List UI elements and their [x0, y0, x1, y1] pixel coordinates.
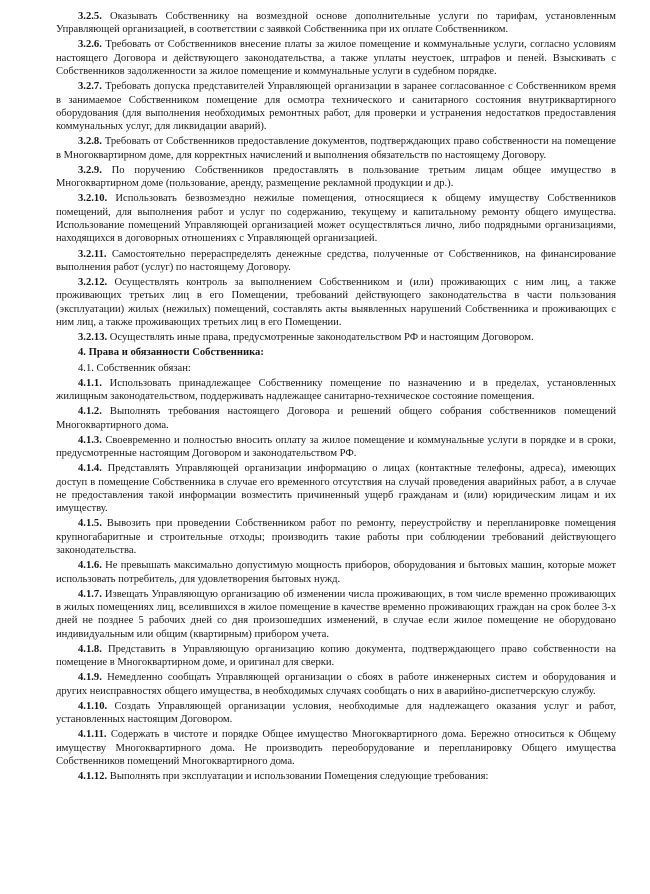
clause-number: 3.2.6. [78, 39, 102, 51]
clause-3-2-7 [56, 80, 616, 133]
clause-3-2-13 [56, 331, 616, 344]
clause-3-2-5 [56, 10, 616, 37]
clause-4-1-7 [56, 588, 616, 641]
clause-number: 3.2.8. [78, 136, 102, 148]
clause-text: Использовать безвозмездно нежилые помещения, относящиеся к общему имуществу Собственников помещений, для выполнения работ и услуг по содержанию, текущему и капитальному ремонту общего имущества. Использование помещений Управляющей организацией может осуществляться лично, либо подрядными организациями, находящихся в договорных отношениях с Управляющей организацией. [56, 193, 617, 245]
section-4 [56, 346, 616, 783]
clause-number: 4.1.8. [78, 643, 102, 655]
clause-4-1-3 [56, 434, 616, 461]
clause-text: Немедленно сообщать Управляющей организации о сбоях в работе инженерных систем и оборудования и других неисправностях общего имущества, в необходимых случаях сообщать о них в аварийно-диспетчерскую службу. [56, 672, 616, 697]
clause-text: Представлять Управляющей организации информацию о лицах (контактные телефоны, адреса), имеющих доступ в помещение Собственника в случае его временного отсутствия на случай проведения аварийных работ, а в случае не предоставления такой информации возместить причиненный ущерб гражданам и (или) юридическим лицам и их имуществу. [56, 463, 616, 515]
clause-text: Требовать от Собственников внесение платы за жилое помещение и коммунальные услуги, согласно условиям настоящего Договора и действующего законодательства, а также уплаты неустоек, штрафов и пеней. Взыскивать с Собственников задолженности за жилое помещение и коммунальные услуги в судебном порядке. [56, 39, 616, 78]
clause-4-1-5 [56, 517, 616, 557]
clause-4-1-9 [56, 671, 616, 698]
clause-text: Представить в Управляющую организацию копию документа, подтверждающего право собственности на помещение в Многоквартирном доме, и оригинал для сверки. [56, 643, 616, 669]
clause-4-1-4 [56, 462, 616, 515]
clause-text: Самостоятельно перераспределять денежные средства, полученные от Собственников, на финансирование выполнения работ (услуг) по настоящему Договору. [56, 248, 616, 273]
clause-4-1-2 [56, 405, 616, 432]
clause-text: Осуществлять иные права, предусмотренные законодательством РФ и настоящим Договором. [109, 332, 534, 344]
clause-text: Выполнять при эксплуатации и использовании Помещения следующие требования: [109, 771, 489, 783]
clause-4-1-1 [56, 377, 616, 404]
clause-text: Требовать допуска представителей Управляющей организации в заранее согласованное с Собственником время в занимаемое Собственником помещение для осмотра технического и санитарного состояния внутриквартирного оборудования (для выполнения необходимых ремонтных работ, для проверки и устранения недостатков предоставления коммунальных услуг, для ликвидации аварий). [56, 81, 616, 133]
clause-text: Осуществлять контроль за выполнением Собственником и (или) проживающих с ним лиц, а также проживающих третьих лиц в его Помещении, требований действующего законодательства в части пользования (эксплуатации) жилых (нежилых) помещений, составлять акты выявленных нарушений Собственника и проживающих с ним лиц, а также проживающих третьих лиц в его Помещении. [56, 277, 616, 329]
clause-number: 3.2.7. [78, 81, 102, 93]
clause-3-2-11 [56, 248, 616, 275]
clause-4-1-10 [56, 700, 616, 727]
clause-number: 3.2.9. [78, 164, 102, 176]
clause-number: 4.1.6. [78, 560, 102, 572]
clause-3-2-9 [56, 164, 616, 191]
clause-3-2-12 [56, 276, 616, 329]
clause-number: 4.1.7. [78, 588, 102, 600]
clause-number: 3.2.5. [78, 11, 102, 22]
clause-text: Выполнять требования настоящего Договора и решений общего собрания собственников помещений Многоквартирного дома. [56, 406, 617, 431]
clause-text: Содержать в чистоте и порядке Общее имущество Многоквартирного дома. Бережно относиться к Общему имуществу Многоквартирного дома. Не производить переоборудование и перепланировку Общего имущества Собственников помещений Многоквартирного дома. [56, 729, 616, 767]
clause-text: Создать Управляющей организации условия, необходимые для надлежащего оказания услуг и работ, установленных настоящим Договором. [56, 700, 617, 726]
section-3-2-paragraphs [56, 10, 616, 345]
clause-number: 4.1.12. [78, 771, 108, 783]
clause-number: 3.2.11. [78, 248, 107, 260]
clause-3-2-6 [56, 38, 616, 78]
clause-text: Не превышать максимально допустимую мощность приборов, оборудования и бытовых машин, которые может использовать потребитель, для удовлетворения бытовых нужд. [56, 560, 616, 585]
clause-number: 4.1.11. [78, 729, 107, 741]
clause-4-1-8 [56, 643, 616, 670]
clause-text: Использовать принадлежащее Собственнику помещение по назначению и в пределах, установленных жилищным законодательством, поддерживать надлежащее санитарно-техническое состояние помещения. [56, 377, 616, 403]
clause-number: 4.1.5. [78, 518, 102, 530]
clause-number: 4.1.2. [78, 406, 102, 418]
clause-text: Требовать от Собственников предоставление документов, подтверждающих право собственности на помещение в Многоквартирном доме, для корректных начислений и выполнения обязательств по настоящему Договору. [56, 136, 616, 161]
clause-text: Вывозить при проведении Собственником работ по ремонту, переустройству и перепланировке помещения крупногабаритные и строительные отходы; производить такие работы при соблюдении требований действующего законодательства. [56, 518, 617, 557]
clause-number: 4.1.1. [78, 377, 102, 389]
clause-number: 4.1.9. [78, 672, 102, 684]
clause-3-2-10 [56, 192, 616, 245]
clause-text: Своевременно и полностью вносить оплату за жилое помещение и коммунальные услуги в порядке и в сроки, предусмотренные настоящим Договором и законодательством РФ. [56, 434, 616, 460]
clause-text: По поручению Собственников предоставлять в пользование третьим лицам общее имущество в Многоквартирном доме (пользование, аренду, размещение рекламной продукции и др.). [56, 164, 616, 190]
clause-4-1-6 [56, 559, 616, 586]
clause-number: 3.2.13. [78, 332, 108, 344]
section-heading: 4. Права и обязанности Собственника: [78, 347, 264, 359]
clause-3-2-8 [56, 135, 616, 162]
clause-text: Оказывать Собственнику на возмездной основе дополнительные услуги по тарифам, установленным Управляющей организацией, в соответствии с заявкой Собственника при их оплате Собственником. [56, 11, 616, 36]
clause-4-1-12 [56, 770, 616, 783]
clause-number: 3.2.12. [78, 277, 108, 289]
clause-4-1-11 [56, 728, 616, 768]
clause-number: 4.1.4. [78, 463, 102, 475]
clause-text: Извещать Управляющую организацию об изменении числа проживающих, в том числе временно проживающих в жилых помещениях лиц, вселившихся в жилое помещение в качестве временно проживающих граждан на срок более 3-х дней не позднее 5 рабочих дней со дня произошедших изменений, в случае если жилое помещение не оборудовано индивидуальным или общим (квартирным) прибором учета. [56, 588, 617, 640]
section-intro: 4.1. Собственник обязан: [78, 362, 191, 374]
clause-number: 4.1.3. [78, 434, 102, 446]
clause-number: 3.2.10. [78, 193, 108, 205]
clause-number: 4.1.10. [78, 700, 108, 712]
